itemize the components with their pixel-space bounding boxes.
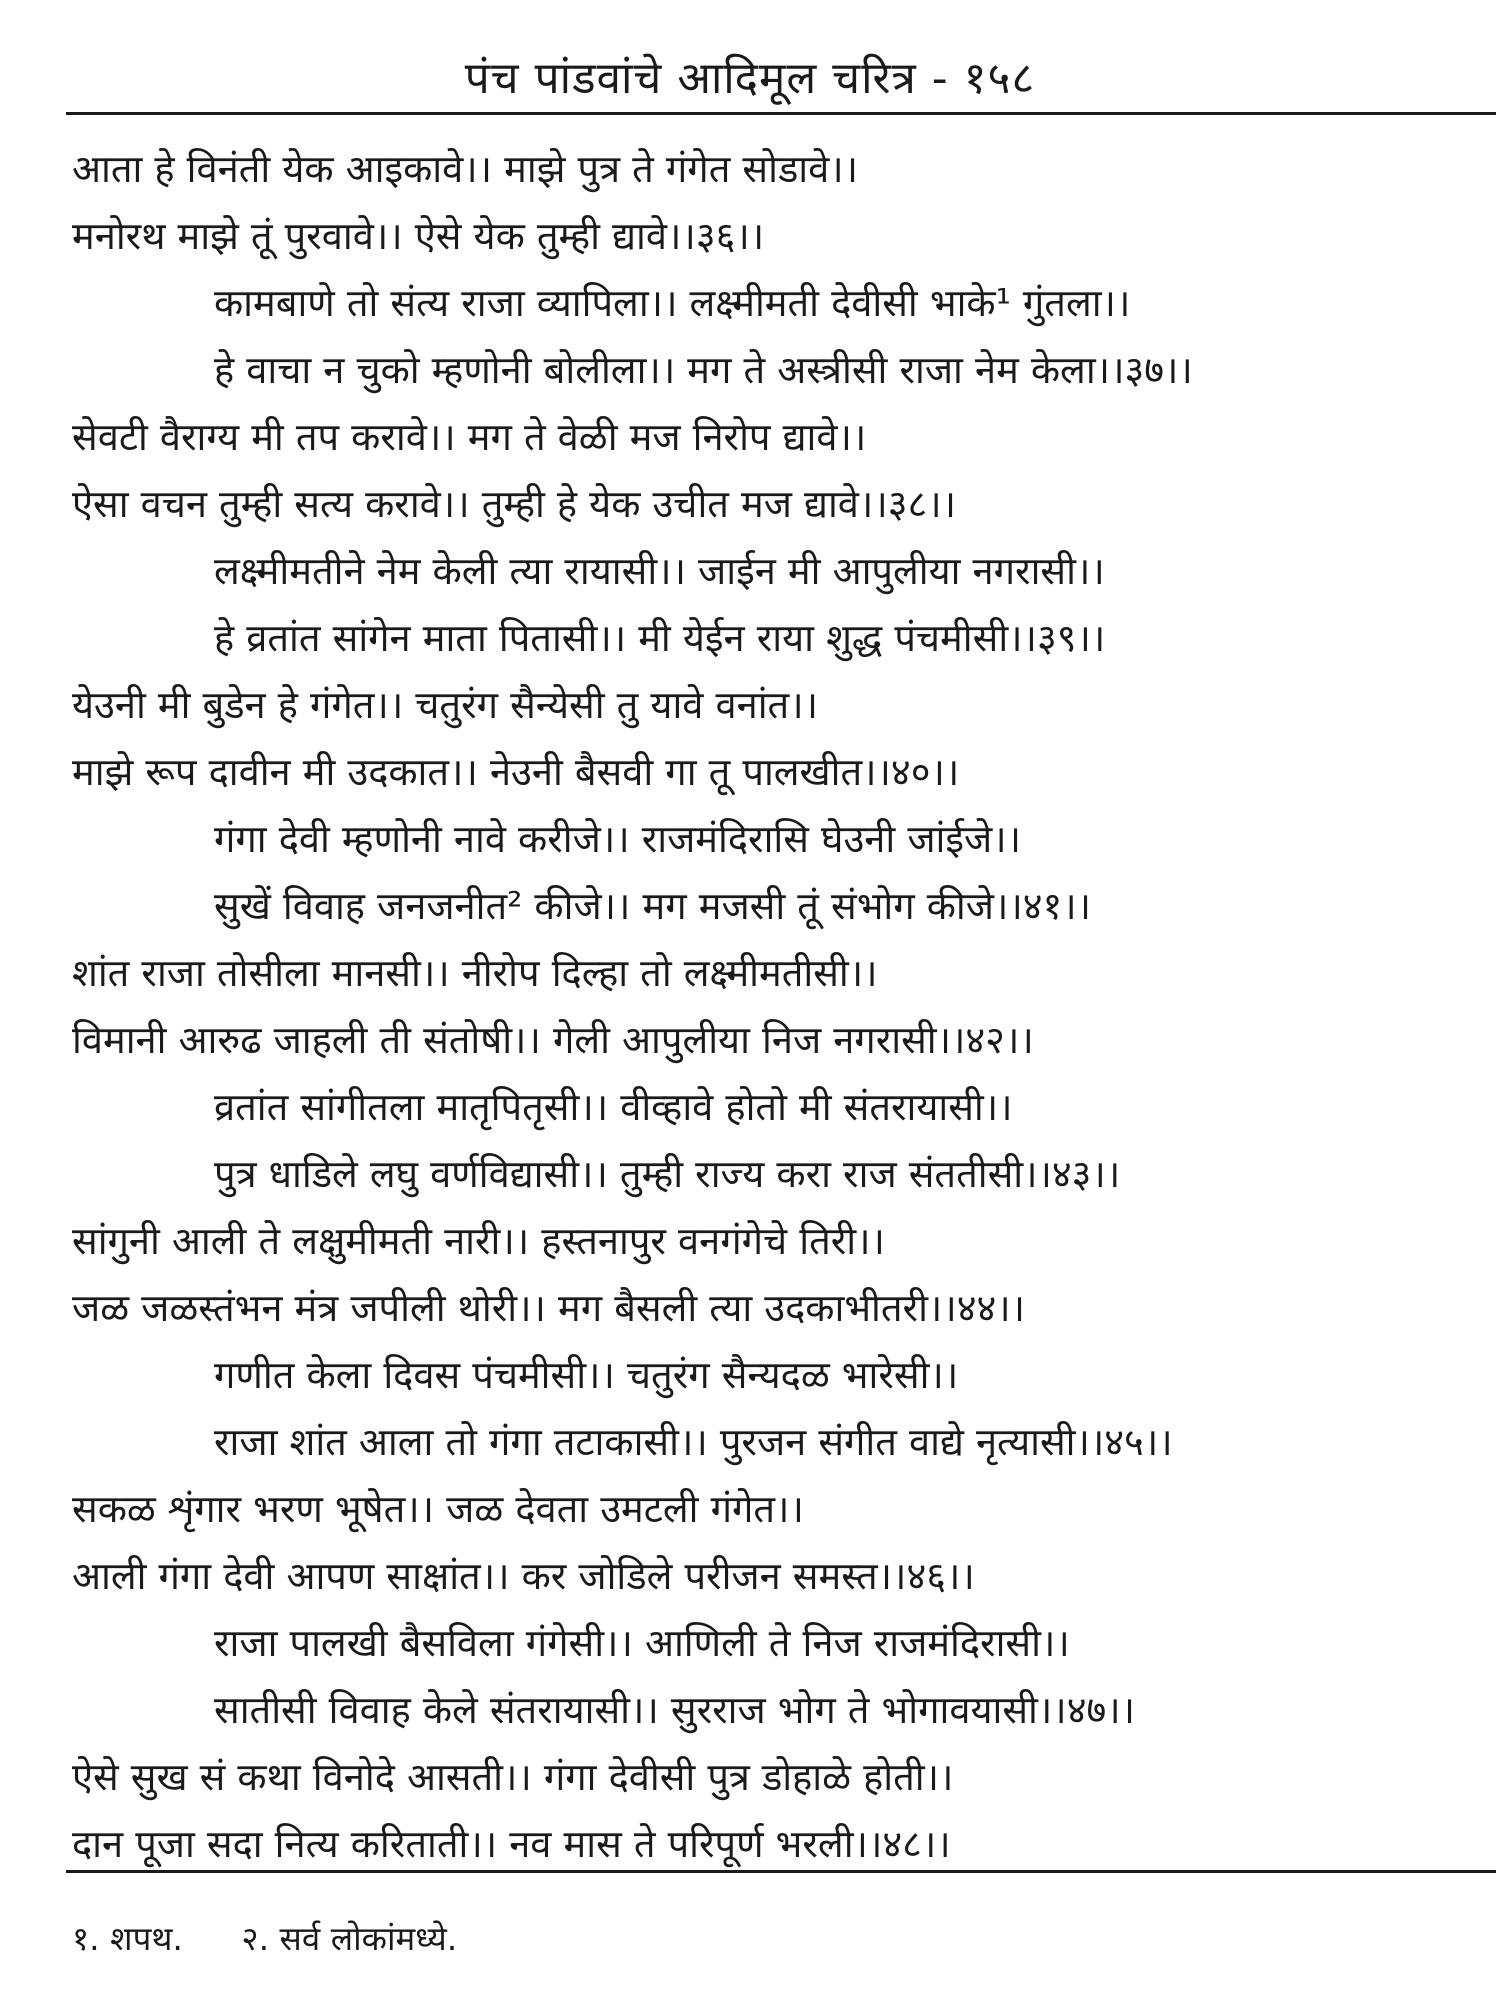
footnotes — [72, 1915, 457, 1960]
verse-line: दान पूजा सदा नित्य करिताती।। नव मास ते परिपूर्ण भरली।।४८।। — [72, 1822, 951, 1866]
footnote-2: २. सर्व लोकांमध्ये. — [241, 1919, 458, 1958]
verse-line: मनोरथ माझे तूं पुरवावे।। ऐसे येक तुम्ही द्यावे।।३६।। — [72, 214, 765, 258]
verse-line: कामबाणे तो संत्य राजा व्यापिला।। लक्ष्मीमती देवीसी भाके¹ गुंतला।। — [214, 281, 1131, 325]
verse-line: शांत राजा तोसीला मानसी।। नीरोप दिल्हा तो लक्ष्मीमतीसी।। — [72, 951, 878, 995]
verse-line: आता हे विनंती येक आइकावे।। माझे पुत्र ते गंगेत सोडावे।। — [72, 147, 859, 191]
verse-line: सेवटी वैराग्य मी तप करावे।। मग ते वेळी मज निरोप द्यावे।। — [72, 415, 867, 459]
verse-line: हे व्रतांत सांगेन माता पितासी।। मी येईन राया शुद्ध पंचमीसी।।३९।। — [214, 616, 1106, 660]
verse-line: माझे रूप दावीन मी उदकात।। नेउनी बैसवी गा तू पालखीत।।४०।। — [72, 750, 960, 794]
verse-line: सकळ शृंगार भरण भूषेत।। जळ देवता उमटली गंगेत।। — [72, 1487, 804, 1531]
verse-line: विमानी आरुढ जाहली ती संतोषी।। गेली आपुलीया निज नगरासी।।४२।। — [72, 1018, 1034, 1062]
verse-line: सुखें विवाह जनजनीत² कीजे।। मग मजसी तूं संभोग कीजे।।४१।। — [214, 884, 1092, 928]
verse-line: सातीसी विवाह केले संतरायासी।। सुरराज भोग ते भोगावयासी।।४७।। — [214, 1688, 1136, 1732]
header-rule — [66, 112, 1496, 115]
footnote-1: १. शपथ. — [72, 1919, 183, 1958]
verse-line: ऐसे सुख सं कथा विनोदे आसती।। गंगा देवीसी पुत्र डोहाळे होती।। — [72, 1755, 954, 1799]
verse-line: राजा पालखी बैसविला गंगेसी।। आणिली ते निज राजमंदिरासी।। — [214, 1621, 1070, 1665]
verse-line: लक्ष्मीमतीने नेम केली त्या रायासी।। जाईन मी आपुलीया नगरासी।। — [214, 549, 1105, 593]
verse-line: पुत्र धाडिले लघु वर्णविद्यासी।। तुम्ही राज्य करा राज संततीसी।।४३।। — [214, 1152, 1121, 1196]
footnote-rule — [66, 1870, 1496, 1873]
verse-line: हे वाचा न चुको म्हणोनी बोलीला।। मग ते अस्त्रीसी राजा नेम केला।।३७।। — [214, 348, 1193, 392]
verse-line: जळ जळस्तंभन मंत्र जपीली थोरी।। मग बैसली त्या उदकाभीतरी।।४४।। — [72, 1286, 1026, 1330]
verse-line: व्रतांत सांगीतला मातृपितृसी।। वीव्हावे होतो मी संतरायासी।। — [214, 1085, 1013, 1129]
verse-line: गणीत केला दिवस पंचमीसी।। चतुरंग सैन्यदळ भारेसी।। — [214, 1353, 959, 1397]
verse-line: ऐसा वचन तुम्ही सत्य करावे।। तुम्ही हे येक उचीत मज द्यावे।।३८।। — [72, 482, 957, 526]
verse-line: सांगुनी आली ते लक्षुमीमती नारी।। हस्तनापुर वनगंगेचे तिरी।। — [72, 1219, 885, 1263]
verse-line: राजा शांत आला तो गंगा तटाकासी।। पुरजन संगीत वाद्ये नृत्यासी।।४५।। — [214, 1420, 1173, 1464]
page-header: पंच पांडवांचे आदिमूल चरित्र - १५८ — [464, 53, 1036, 104]
verse-line: येउनी मी बुडेन हे गंगेत।। चतुरंग सैन्येसी तु यावे वनांत।। — [72, 683, 819, 727]
verse-line: गंगा देवी म्हणोनी नावे करीजे।। राजमंदिरासि घेउनी जांईजे।। — [214, 817, 1022, 861]
verse-line: आली गंगा देवी आपण साक्षांत।। कर जोडिले परीजन समस्त।।४६।। — [72, 1554, 975, 1598]
